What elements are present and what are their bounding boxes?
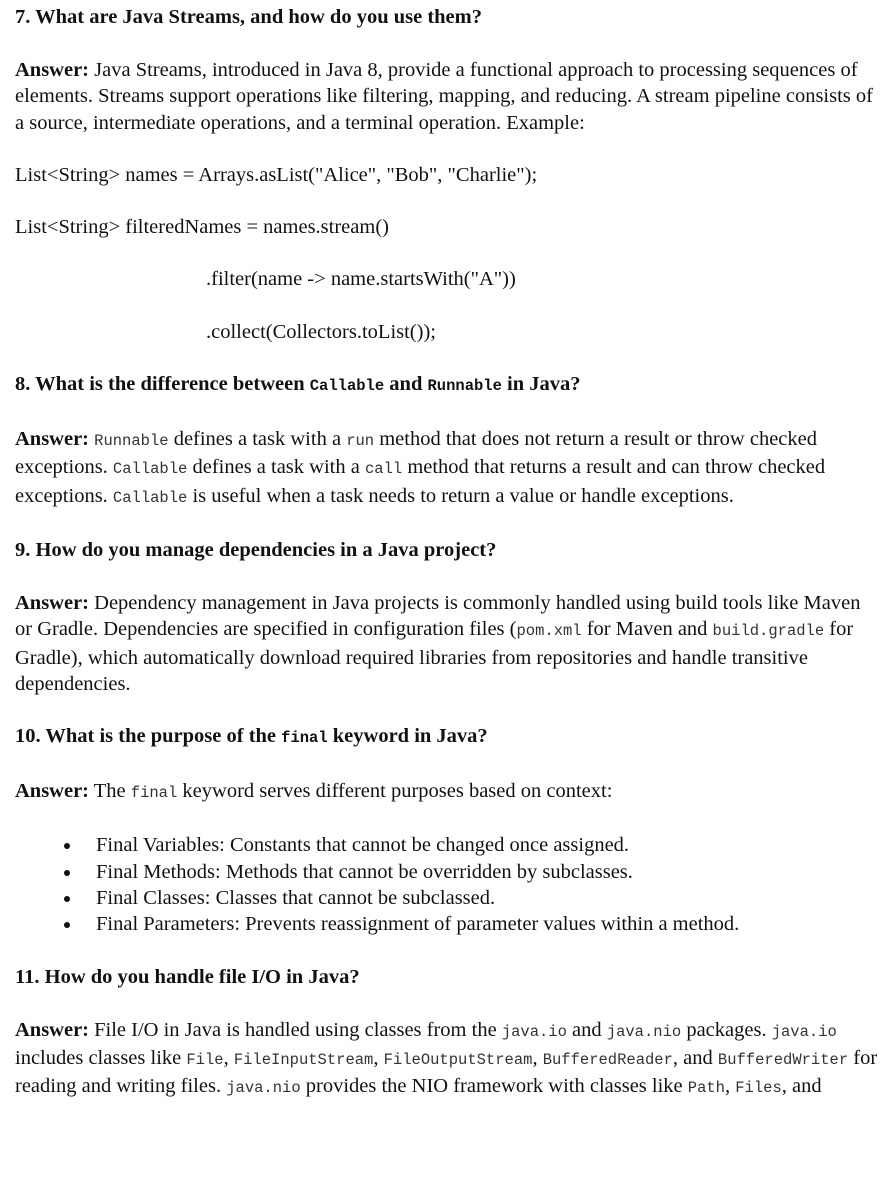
answer-paragraph <box>15 590 878 697</box>
answer-label: Answer: <box>15 59 90 81</box>
inline-code: Callable <box>112 488 188 507</box>
inline-code: Runnable <box>427 377 502 396</box>
answer-text: for Maven and <box>581 618 713 641</box>
question-8 <box>15 371 878 511</box>
title-text: 10. What is the purpose of the <box>15 725 282 748</box>
question-7 <box>15 4 878 345</box>
answer-paragraph <box>15 426 878 511</box>
inline-code: java.nio <box>606 1022 682 1041</box>
question-10 <box>15 723 878 937</box>
question-11 <box>15 964 878 1102</box>
question-title <box>15 723 878 751</box>
answer-label: Answer: <box>15 1018 90 1041</box>
inline-code: pom.xml <box>516 622 582 641</box>
inline-code: Callable <box>309 377 385 396</box>
question-title: 11. How do you handle file I/O in Java? <box>15 965 360 988</box>
answer-label: Answer: <box>15 780 90 803</box>
answer-text: for Gradle), which automatically download required libraries from repositories and handle transitive dependencies. <box>15 618 854 695</box>
bullet-list <box>15 832 878 937</box>
answer-text: The <box>93 780 131 803</box>
list-item: • Final Methods: Methods that cannot be overridden by subclasses. <box>82 859 878 885</box>
inline-code: BufferedWriter <box>717 1050 849 1069</box>
answer-text: packages. <box>681 1018 772 1041</box>
answer-text: , <box>532 1046 543 1069</box>
list-item: • Final Parameters: Prevents reassignment of parameter values within a method. <box>82 911 878 937</box>
answer-text: , <box>223 1046 234 1069</box>
list-item: • Final Classes: Classes that cannot be subclassed. <box>82 885 878 911</box>
code-line: .filter(name -> name.startsWith("A")) <box>206 268 516 291</box>
answer-text: Java Streams, introduced in Java 8, provide a functional approach to processing sequences of elements. Streams support operations like filtering, mapping, and reducing. A stream pipeline consists of a source, intermediate operations, and a terminal operation. Example: <box>15 59 873 134</box>
inline-code: Files <box>735 1079 782 1098</box>
title-text: keyword in Java? <box>327 725 488 748</box>
title-text: and <box>384 373 428 396</box>
answer-text: method that returns a result and can throw checked exceptions. <box>15 456 826 507</box>
inline-code: build.gradle <box>712 622 825 641</box>
inline-code: Runnable <box>94 432 169 451</box>
code-line: List<String> filteredNames = names.stream() <box>15 216 389 239</box>
answer-text: Dependency management in Java projects is commonly handled using build tools like Maven or Gradle. Dependencies are specified in configuration files ( <box>15 591 861 641</box>
answer-label: Answer: <box>15 428 90 451</box>
answer-text: keyword serves different purposes based on context: <box>177 780 613 803</box>
inline-code: BufferedReader <box>542 1050 673 1069</box>
answer-text: and <box>566 1018 607 1041</box>
answer-text: , <box>373 1046 384 1069</box>
inline-code: FileOutputStream <box>383 1050 533 1069</box>
answer-paragraph <box>15 778 878 806</box>
inline-code: Path <box>687 1079 725 1098</box>
inline-code: java.io <box>501 1022 567 1041</box>
answer-text: File I/O in Java is handled using classes from the <box>94 1018 502 1041</box>
answer-text: , <box>724 1075 736 1098</box>
title-text: 8. What is the difference between <box>15 373 310 396</box>
inline-code: FileInputStream <box>233 1050 374 1069</box>
code-line: List<String> names = Arrays.asList("Alice", "Bob", "Charlie"); <box>15 163 538 186</box>
answer-text: defines a task with a <box>187 456 365 479</box>
list-item: • Final Variables: Constants that cannot be changed once assigned. <box>82 832 878 858</box>
answer-text: is useful when a task needs to return a value or handle exceptions. <box>187 484 734 507</box>
inline-code: java.io <box>771 1022 837 1041</box>
answer-text: defines a task with a <box>168 428 347 451</box>
answer-text: for reading and writing files. <box>15 1046 878 1098</box>
answer-text: , and <box>672 1046 718 1069</box>
inline-code: call <box>364 460 403 479</box>
question-title <box>15 371 878 399</box>
inline-code: Callable <box>112 460 188 479</box>
inline-code: final <box>130 784 178 803</box>
question-title: 9. How do you manage dependencies in a Java project? <box>15 538 497 561</box>
inline-code: run <box>346 432 375 451</box>
answer-text: includes classes like <box>15 1046 187 1069</box>
answer-text: , and <box>781 1075 822 1098</box>
inline-code: final <box>281 729 328 748</box>
answer-paragraph <box>15 57 878 136</box>
answer-text: method that does not return a result or throw checked exceptions. <box>15 428 817 479</box>
title-text: in Java? <box>501 373 581 396</box>
question-title: 7. What are Java Streams, and how do you use them? <box>15 6 482 28</box>
inline-code: File <box>186 1050 224 1069</box>
question-9 <box>15 537 878 697</box>
answer-label: Answer: <box>15 591 90 614</box>
inline-code: java.nio <box>226 1079 301 1098</box>
code-line: .collect(Collectors.toList()); <box>206 320 436 343</box>
answer-text: provides the NIO framework with classes like <box>300 1075 688 1098</box>
answer-paragraph <box>15 1017 878 1102</box>
